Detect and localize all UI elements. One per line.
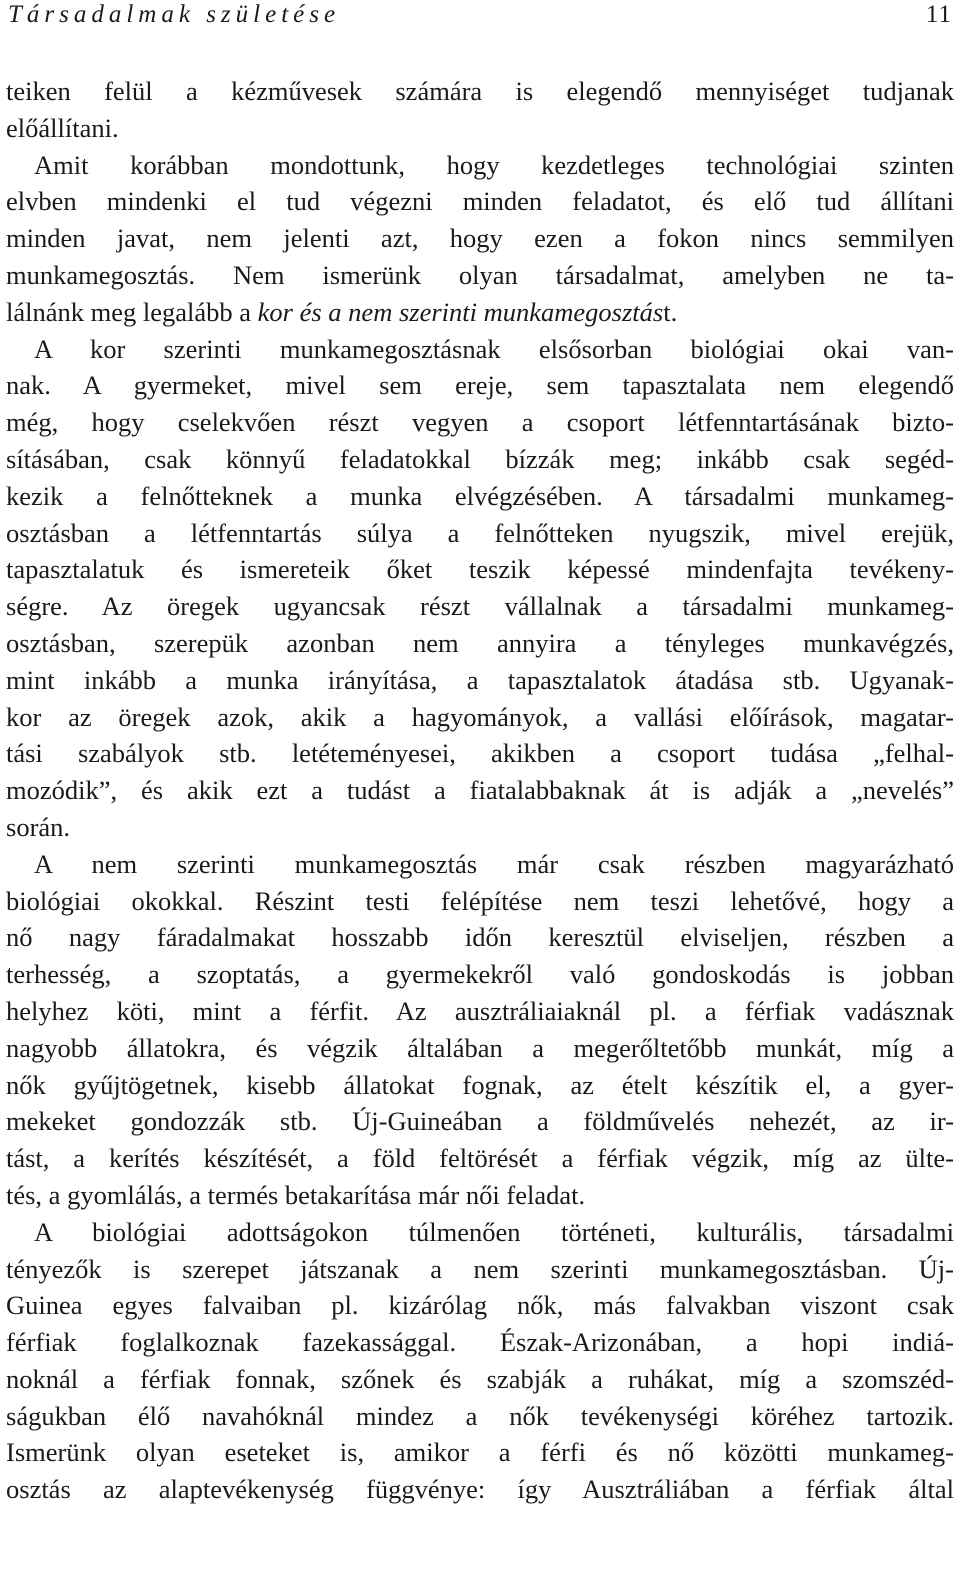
text-line: [6, 1030, 954, 1067]
text-line: [6, 478, 954, 515]
text-line: [6, 73, 954, 110]
text-line: [6, 993, 954, 1030]
text-line: [6, 147, 954, 184]
text-line-content: tényezők is szerepet játszanak a nem szerinti munkamegosztásban. Új-: [6, 1253, 954, 1284]
text-line-content: noknál a férfiak fonnak, szőnek és szabják a ruhákat, míg a szomszéd-: [6, 1363, 954, 1394]
text-line-content: nagyobb állatokra, és végzik általában a megerőltetőbb munkát, míg a: [6, 1032, 954, 1063]
text-line: [6, 1361, 954, 1398]
text-line-content: teiken felül a kézművesek számára is elegendő mennyiséget tudjanak: [6, 76, 954, 106]
text-line: [6, 919, 954, 956]
text-line-content: mint inkább a munka irányítása, a tapasztalatok átadása stb. Ugyanak-: [6, 664, 954, 695]
text-line-content: A kor szerinti munkamegosztásnak elsősorban biológiai okai van-: [34, 333, 954, 364]
page-number: 11: [925, 1, 952, 28]
text-line-content: mekeket gondozzák stb. Új-Guineában a földművelés nehezét, az ir-: [6, 1106, 954, 1137]
text-line: [6, 1067, 954, 1104]
text-line-tail: t.: [663, 296, 678, 327]
text-line-content: ségre. Az öregek ugyancsak részt vállalnak a társadalmi munkameg-: [6, 591, 954, 622]
text-line: [6, 551, 954, 588]
text-line: [6, 367, 954, 404]
text-line-content: Guinea egyes falvaiban pl. kizárólag nők, más falvakban viszont csak: [6, 1290, 954, 1321]
text-line-content: nak. A gyermeket, mivel sem ereje, sem tapasztalata nem elegendő: [6, 370, 954, 401]
text-line-content: tási szabályok stb. letéteményesei, akikben a csoport tudása „felhal-: [6, 738, 954, 769]
text-line: [6, 735, 954, 772]
text-line: [6, 257, 954, 294]
body-text: [6, 73, 954, 1508]
text-line: [6, 1287, 954, 1324]
text-line-content: során.: [6, 811, 71, 842]
text-line: [6, 1471, 954, 1508]
text-line-content: tés, a gyomlálás, a termés betakarítása már női feladat.: [6, 1179, 586, 1210]
text-line: [6, 220, 954, 257]
text-line-content: sításában, csak könnyű feladatokkal bízzák meg; inkább csak segéd-: [6, 443, 954, 474]
text-line: [6, 1214, 954, 1251]
text-line: [6, 772, 954, 809]
text-line-content: tapasztalatuk és ismereteik őket teszik képessé mindenfajta tevékeny-: [6, 554, 954, 585]
text-line-content: kezik a felnőtteknek a munka elvégzésében. A társadalmi munkameg-: [6, 480, 954, 511]
text-line: [6, 1103, 954, 1140]
text-line-content: biológiai okokkal. Részint testi felépítése nem teszi lehetővé, hogy a: [6, 885, 954, 916]
text-line: [6, 441, 954, 478]
text-line-content: osztásban, szerepük azonban nem annyira a tényleges munkavégzés,: [6, 627, 954, 658]
text-line-content: nő nagy fáradalmakat hosszabb időn keresztül elviseljen, részben a: [6, 922, 954, 953]
text-line: [6, 956, 954, 993]
text-line-content: ságukban élő navahóknál mindez a nők tevékenységi köréhez tartozik.: [6, 1400, 954, 1431]
text-line: [6, 1398, 954, 1435]
text-line-content: minden javat, nem jelenti azt, hogy ezen a fokon nincs semmilyen: [6, 223, 954, 254]
text-line-content: A biológiai adottságokon túlmenően történeti, kulturális, társadalmi: [34, 1216, 954, 1247]
text-line-content: munkamegosztás. Nem ismerünk olyan társadalmat, amelyben ne ta-: [6, 259, 954, 290]
text-line-content: A nem szerinti munkamegosztás már csak részben magyarázható: [34, 848, 954, 879]
text-line-content: elvben mindenki el tud végezni minden feladatot, és elő tud állítani: [6, 186, 954, 217]
text-line: [6, 846, 954, 883]
text-line: [6, 1251, 954, 1288]
text-line-content: tást, a kerítés készítését, a föld feltörését a férfiak végzik, míg az ülte-: [6, 1143, 954, 1174]
text-line-content: lálnánk meg legalább a: [6, 296, 258, 327]
text-line-content: osztás az alaptevékenység függvénye: így Ausztráliában a férfiak által: [6, 1474, 954, 1505]
text-line: [6, 1434, 954, 1471]
text-line: [6, 662, 954, 699]
text-line: [6, 809, 954, 846]
text-line: [6, 588, 954, 625]
text-line: [6, 625, 954, 662]
text-line: [6, 1324, 954, 1361]
text-line: [6, 110, 954, 147]
text-line-content: férfiak foglalkoznak fazekassággal. Észak-Arizonában, a hopi indiá-: [6, 1327, 954, 1358]
text-line-content: még, hogy cselekvően részt vegyen a csoport létfenntartásának bizto-: [6, 407, 954, 438]
text-line-content: előállítani.: [6, 112, 119, 143]
text-line: [6, 404, 954, 441]
text-line-content: osztásban a létfenntartás súlya a felnőtteken nyugszik, mivel erejük,: [6, 517, 954, 548]
text-line: [6, 331, 954, 368]
text-line-content: mozódik”, és akik ezt a tudást a fiatalabbaknak át is adják a „nevelés”: [6, 775, 954, 806]
italic-emphasis: kor és a nem szerinti munkamegosztás: [257, 296, 664, 327]
text-line: [6, 1140, 954, 1177]
text-line: [6, 1177, 954, 1214]
running-title: Társadalmak születése: [8, 1, 341, 28]
text-line-content: Amit korábban mondottunk, hogy kezdetleges technológiai szinten: [34, 149, 954, 180]
text-line-content: terhesség, a szoptatás, a gyermekekről való gondoskodás is jobban: [6, 959, 954, 990]
page-header: [8, 0, 952, 36]
text-line: [6, 294, 954, 331]
text-line-content: Ismerünk olyan eseteket is, amikor a férfi és nő közötti munkameg-: [6, 1437, 954, 1468]
text-line: [6, 183, 954, 220]
text-line-content: nők gyűjtögetnek, kisebb állatokat fognak, az ételt készítik el, a gyer-: [6, 1069, 954, 1100]
text-line-content: kor az öregek azok, akik a hagyományok, a vallási előírások, magatar-: [6, 701, 954, 732]
text-line: [6, 883, 954, 920]
text-line-content: helyhez köti, mint a férfit. Az ausztráliaiaknál pl. a férfiak vadásznak: [6, 995, 954, 1026]
text-line: [6, 699, 954, 736]
text-line: [6, 515, 954, 552]
